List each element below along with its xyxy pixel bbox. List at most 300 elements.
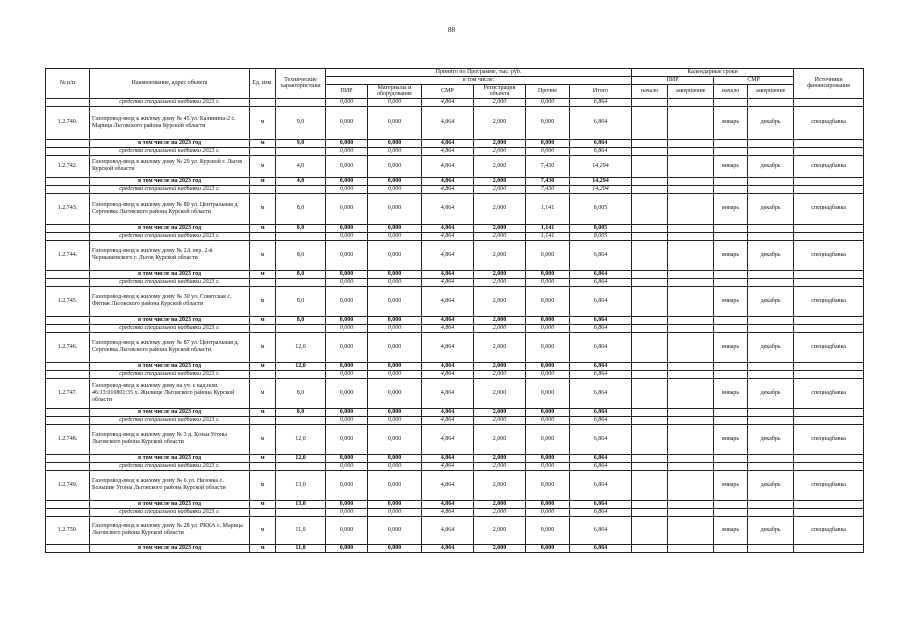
cal-pir-end (668, 240, 714, 270)
object-name: Газопровод-ввод к жилому дому № 45 ул. Калинина-2 с. Марица Льговского района Курской области (90, 106, 250, 139)
subtotal-empty (714, 185, 748, 193)
subtotal-empty (276, 324, 326, 332)
subtotal-empty (748, 278, 794, 286)
year-total-row (46, 270, 864, 278)
cal-pir-start (632, 378, 668, 408)
subtotal-empty (794, 147, 864, 155)
subtotal-empty (794, 185, 864, 193)
cal-smr-start: январь (714, 286, 748, 316)
year-total-label: в том числе на 2023 год (90, 177, 250, 185)
total-empty (794, 177, 864, 185)
object-unit: м (250, 378, 276, 408)
total-empty (748, 544, 794, 552)
cell-other: 0,000 (526, 424, 570, 454)
cell-total: 6,864 (570, 270, 632, 278)
cell-other: 0,000 (526, 500, 570, 508)
year-total-label: в том числе на 2023 год (90, 454, 250, 462)
cal-pir-end (668, 470, 714, 500)
object-source: спецнадбавка (794, 378, 864, 408)
cal-smr-start: январь (714, 155, 748, 177)
cell-smr: 4,864 (422, 470, 474, 500)
object-tech: 13,0 (276, 470, 326, 500)
subtotal-empty (748, 416, 794, 424)
total-empty (794, 362, 864, 370)
cal-smr-end: декабрь (748, 424, 794, 454)
cal-smr-end: декабрь (748, 286, 794, 316)
subtotal-label: средства специальной надбавки 2023 г. (90, 370, 250, 378)
object-tech: 12,0 (276, 332, 326, 362)
cell-materials: 0,000 (368, 193, 422, 224)
cell-registration: 2,000 (474, 416, 526, 424)
cal-pir-start (632, 516, 668, 544)
col-smr-end-header: завершение (748, 84, 794, 98)
subtotal-empty (46, 278, 90, 286)
cal-smr-end: декабрь (748, 378, 794, 408)
cal-pir-end (668, 424, 714, 454)
cal-pir-end (668, 286, 714, 316)
cell-unit: м (250, 177, 276, 185)
total-empty (632, 544, 668, 552)
calendar-header: Календарные сроки (632, 69, 794, 77)
cell-pir: 0,000 (326, 270, 368, 278)
col-pir-start-header: начало (632, 84, 668, 98)
cell-smr: 4,864 (422, 454, 474, 462)
cell-smr: 4,864 (422, 185, 474, 193)
total-empty (46, 139, 90, 147)
subtotal-empty (668, 416, 714, 424)
cell-tech: 12,0 (276, 362, 326, 370)
subtotal-empty (632, 462, 668, 470)
subtotal-empty (714, 508, 748, 516)
subtotal-empty (794, 508, 864, 516)
total-empty (668, 454, 714, 462)
cell-materials: 0,000 (368, 270, 422, 278)
col-num-header: № п/п (46, 69, 90, 99)
total-empty (748, 177, 794, 185)
object-source: спецнадбавка (794, 240, 864, 270)
object-name: Газопровод-ввод к жилому дому № 29 ул. Курской г. Льгов Курской области (90, 155, 250, 177)
cell-pir: 0,000 (326, 516, 368, 544)
cell-smr: 4,864 (422, 147, 474, 155)
cell-pir: 0,000 (326, 470, 368, 500)
cell-total: 8,005 (570, 232, 632, 240)
cell-smr: 4,864 (422, 286, 474, 316)
year-total-row (46, 362, 864, 370)
subtotal-empty (714, 462, 748, 470)
subtotal-empty (668, 232, 714, 240)
subtotal-empty (794, 324, 864, 332)
year-total-label: в том числе на 2023 год (90, 500, 250, 508)
cell-registration: 2,000 (474, 270, 526, 278)
cell-materials: 0,000 (368, 462, 422, 470)
cell-pir: 0,000 (326, 370, 368, 378)
subtotal-empty (748, 147, 794, 155)
cell-registration: 2,000 (474, 155, 526, 177)
total-empty (46, 224, 90, 232)
cell-total: 6,864 (570, 462, 632, 470)
subtotal-empty (46, 185, 90, 193)
total-empty (714, 544, 748, 552)
cell-total: 6,864 (570, 332, 632, 362)
total-empty (668, 408, 714, 416)
object-unit: м (250, 106, 276, 139)
cell-materials: 0,000 (368, 155, 422, 177)
object-name: Газопровод-ввод к жилому дому № 6 ул. Низовка с. Большие Угоны Льговского района Курской области (90, 470, 250, 500)
object-name: Газопровод-ввод к жилому дому на уч. с кад.ном. 46:13:010801:35 х. Жилище Льговского района Курской области (90, 378, 250, 408)
object-source: спецнадбавка (794, 106, 864, 139)
subtotal-empty (632, 185, 668, 193)
cell-unit: м (250, 224, 276, 232)
cell-materials: 0,000 (368, 232, 422, 240)
subtotal-label: средства специальной надбавки 2023 г. (90, 278, 250, 286)
cell-total: 6,864 (570, 544, 632, 552)
subtotal-empty (632, 508, 668, 516)
total-empty (714, 362, 748, 370)
total-empty (748, 500, 794, 508)
total-empty (632, 316, 668, 324)
object-tech: 12,0 (276, 424, 326, 454)
col-smr-header: СМР (422, 84, 474, 98)
col-total-header: Итого (570, 84, 632, 98)
cell-total: 8,005 (570, 193, 632, 224)
cell-pir: 0,000 (326, 408, 368, 416)
subtotal-label: средства специальной надбавки 2023 г. (90, 416, 250, 424)
object-number: 1.2.748. (46, 424, 90, 454)
subtotal-empty (668, 324, 714, 332)
object-tech: 8,0 (276, 240, 326, 270)
cell-other: 0,000 (526, 378, 570, 408)
total-empty (668, 270, 714, 278)
subtotal-empty (250, 185, 276, 193)
cell-unit: м (250, 316, 276, 324)
cal-smr-start: январь (714, 193, 748, 224)
subtotal-empty (632, 147, 668, 155)
cal-pir-start (632, 332, 668, 362)
total-empty (748, 316, 794, 324)
cell-materials: 0,000 (368, 544, 422, 552)
cell-materials: 0,000 (368, 370, 422, 378)
cell-total: 6,864 (570, 316, 632, 324)
total-empty (748, 270, 794, 278)
cell-materials: 0,000 (368, 286, 422, 316)
subtotal-empty (794, 416, 864, 424)
subtotal-label: средства специальной надбавки 2023 г. (90, 185, 250, 193)
cell-pir: 0,000 (326, 332, 368, 362)
cell-total: 6,864 (570, 416, 632, 424)
year-total-label: в том числе на 2023 год (90, 316, 250, 324)
cell-smr: 4,864 (422, 224, 474, 232)
cell-smr: 4,864 (422, 232, 474, 240)
total-empty (46, 177, 90, 185)
cell-unit: м (250, 139, 276, 147)
col-pir-header: ПИР (326, 84, 368, 98)
cal-smr-end: декабрь (748, 106, 794, 139)
object-tech: 8,0 (276, 193, 326, 224)
total-empty (46, 408, 90, 416)
total-empty (794, 544, 864, 552)
subtotal-row (46, 462, 864, 470)
object-number: 1.2.746. (46, 332, 90, 362)
cell-pir: 0,000 (326, 362, 368, 370)
cal-pir-end (668, 516, 714, 544)
cell-pir: 0,000 (326, 177, 368, 185)
total-empty (632, 454, 668, 462)
subtotal-empty (668, 278, 714, 286)
cell-smr: 4,864 (422, 278, 474, 286)
cell-pir: 0,000 (326, 286, 368, 316)
cell-pir: 0,000 (326, 416, 368, 424)
object-source: спецнадбавка (794, 193, 864, 224)
table-header (46, 69, 864, 99)
subtotal-empty (250, 278, 276, 286)
subtotal-empty (714, 147, 748, 155)
cell-smr: 4,864 (422, 516, 474, 544)
total-empty (714, 139, 748, 147)
cell-total: 6,864 (570, 470, 632, 500)
total-empty (714, 500, 748, 508)
object-row (46, 332, 864, 362)
cell-other: 0,000 (526, 362, 570, 370)
col-tech-header: Технические характеристики (276, 69, 326, 99)
total-empty (714, 316, 748, 324)
cell-total: 6,864 (570, 362, 632, 370)
cell-smr: 4,864 (422, 98, 474, 106)
cell-total: 6,864 (570, 139, 632, 147)
subtotal-empty (250, 232, 276, 240)
object-unit: м (250, 193, 276, 224)
cal-smr-end: декабрь (748, 332, 794, 362)
total-empty (748, 454, 794, 462)
object-number: 1.2.744. (46, 240, 90, 270)
cell-registration: 2,000 (474, 139, 526, 147)
cell-registration: 2,000 (474, 508, 526, 516)
cell-smr: 4,864 (422, 332, 474, 362)
object-unit: м (250, 424, 276, 454)
subtotal-empty (794, 370, 864, 378)
object-unit: м (250, 516, 276, 544)
col-pir-end-header: завершение (668, 84, 714, 98)
cal-smr-start: январь (714, 106, 748, 139)
object-tech: 4,0 (276, 155, 326, 177)
cell-pir: 0,000 (326, 500, 368, 508)
year-total-label: в том числе на 2023 год (90, 408, 250, 416)
cell-other: 1,141 (526, 193, 570, 224)
cell-materials: 0,000 (368, 278, 422, 286)
cell-pir: 0,000 (326, 155, 368, 177)
subtotal-empty (668, 462, 714, 470)
subtotal-empty (46, 416, 90, 424)
cell-registration: 2,000 (474, 408, 526, 416)
cell-total: 6,864 (570, 508, 632, 516)
cell-smr: 4,864 (422, 177, 474, 185)
cal-smr-end: декабрь (748, 240, 794, 270)
cell-materials: 0,000 (368, 185, 422, 193)
cell-smr: 4,864 (422, 270, 474, 278)
object-name: Газопровод-ввод к жилому дому № 3 д. Козьи Угоны Льговского района Курской области (90, 424, 250, 454)
cell-other: 0,000 (526, 332, 570, 362)
cell-total: 6,864 (570, 240, 632, 270)
cell-smr: 4,864 (422, 139, 474, 147)
year-total-row (46, 139, 864, 147)
object-tech: 8,0 (276, 286, 326, 316)
cell-registration: 2,000 (474, 98, 526, 106)
subtotal-row (46, 416, 864, 424)
total-empty (794, 316, 864, 324)
cell-total: 6,864 (570, 500, 632, 508)
cell-smr: 4,864 (422, 193, 474, 224)
cell-registration: 2,000 (474, 185, 526, 193)
total-empty (668, 544, 714, 552)
cell-pir: 0,000 (326, 316, 368, 324)
cell-materials: 0,000 (368, 508, 422, 516)
subtotal-empty (276, 147, 326, 155)
total-empty (632, 500, 668, 508)
year-total-label: в том числе на 2023 год (90, 270, 250, 278)
year-total-label: в том числе на 2023 год (90, 224, 250, 232)
cell-registration: 2,000 (474, 454, 526, 462)
cell-tech: 8,0 (276, 408, 326, 416)
cell-other: 0,000 (526, 240, 570, 270)
subtotal-empty (46, 462, 90, 470)
total-empty (668, 177, 714, 185)
year-total-label: в том числе на 2023 год (90, 139, 250, 147)
total-empty (668, 362, 714, 370)
total-empty (714, 454, 748, 462)
subtotal-empty (632, 416, 668, 424)
subtotal-label: средства специальной надбавки 2023 г. (90, 232, 250, 240)
subtotal-row (46, 147, 864, 155)
cell-tech: 11,0 (276, 544, 326, 552)
cell-other: 0,000 (526, 286, 570, 316)
subtotal-empty (276, 370, 326, 378)
cell-materials: 0,000 (368, 240, 422, 270)
subtotal-label: средства специальной надбавки 2023 г. (90, 462, 250, 470)
cell-other: 0,000 (526, 370, 570, 378)
cell-materials: 0,000 (368, 106, 422, 139)
subtotal-empty (748, 324, 794, 332)
year-total-row (46, 224, 864, 232)
object-unit: м (250, 470, 276, 500)
subtotal-empty (794, 278, 864, 286)
cal-pir-start (632, 155, 668, 177)
total-empty (632, 270, 668, 278)
object-name: Газопровод-ввод к жилому дому № 80 ул. Центральная д. Сергеевка Льговского района Курской области (90, 193, 250, 224)
col-name-header: Наименование, адрес объекта (90, 69, 250, 99)
cell-tech: 9,0 (276, 139, 326, 147)
in-that-header: в том числе: (326, 77, 632, 85)
cell-total: 14,294 (570, 185, 632, 193)
cell-pir: 0,000 (326, 193, 368, 224)
cell-pir: 0,000 (326, 240, 368, 270)
cell-pir: 0,000 (326, 224, 368, 232)
cell-pir: 0,000 (326, 462, 368, 470)
cell-registration: 2,000 (474, 424, 526, 454)
col-source-header: Источники финансирования (794, 69, 864, 99)
col-registration-header: Регистрация объекта (474, 84, 526, 98)
total-empty (46, 544, 90, 552)
object-source: спецнадбавка (794, 155, 864, 177)
year-total-label: в том числе на 2023 год (90, 362, 250, 370)
object-tech: 8,0 (276, 378, 326, 408)
subtotal-empty (276, 232, 326, 240)
cell-smr: 4,864 (422, 500, 474, 508)
total-empty (794, 408, 864, 416)
object-name: Газопровод-ввод к жилому дому № 28 ул. РККА с. Марица Льговского района Курской области (90, 516, 250, 544)
subtotal-empty (250, 147, 276, 155)
cell-pir: 0,000 (326, 147, 368, 155)
year-total-row (46, 316, 864, 324)
cal-pir-start (632, 286, 668, 316)
cell-smr: 4,864 (422, 324, 474, 332)
object-source: спецнадбавка (794, 424, 864, 454)
total-empty (668, 224, 714, 232)
cell-pir: 0,000 (326, 508, 368, 516)
subtotal-empty (250, 462, 276, 470)
cell-other: 0,000 (526, 544, 570, 552)
subtotal-empty (794, 232, 864, 240)
subtotal-label: средства специальной надбавки 2023 г. (90, 147, 250, 155)
subtotal-empty (46, 147, 90, 155)
subtotal-empty (668, 147, 714, 155)
subtotal-empty (668, 508, 714, 516)
cell-smr: 4,864 (422, 424, 474, 454)
cell-registration: 2,000 (474, 500, 526, 508)
cell-unit: м (250, 500, 276, 508)
subtotal-row (46, 232, 864, 240)
cell-materials: 0,000 (368, 147, 422, 155)
cell-other: 7,430 (526, 185, 570, 193)
object-row (46, 193, 864, 224)
cell-other: 0,000 (526, 416, 570, 424)
cal-smr-start: январь (714, 332, 748, 362)
cell-registration: 2,000 (474, 232, 526, 240)
cell-other: 7,430 (526, 177, 570, 185)
subtotal-empty (276, 416, 326, 424)
cell-materials: 0,000 (368, 224, 422, 232)
object-number: 1.2.749. (46, 470, 90, 500)
subtotal-empty (250, 416, 276, 424)
object-number: 1.2.740. (46, 106, 90, 139)
cal-pir-start (632, 470, 668, 500)
cell-pir: 0,000 (326, 232, 368, 240)
object-row (46, 424, 864, 454)
cell-pir: 0,000 (326, 378, 368, 408)
cell-total: 6,864 (570, 147, 632, 155)
cell-smr: 4,864 (422, 316, 474, 324)
cell-total: 8,005 (570, 224, 632, 232)
cell-other: 0,000 (526, 508, 570, 516)
total-empty (668, 316, 714, 324)
cell-registration: 2,000 (474, 362, 526, 370)
cell-materials: 0,000 (368, 416, 422, 424)
cell-other: 0,000 (526, 408, 570, 416)
total-empty (794, 454, 864, 462)
accepted-header: Принято по Программе, тыс. руб. (326, 69, 632, 77)
col-unit-header: Ед. изм. (250, 69, 276, 99)
year-total-row (46, 408, 864, 416)
cell-pir: 0,000 (326, 106, 368, 139)
cell-tech: 8,0 (276, 316, 326, 324)
cal-pir-end (668, 193, 714, 224)
object-number: 1.2.743. (46, 193, 90, 224)
subtotal-empty (276, 185, 326, 193)
cell-tech: 8,0 (276, 270, 326, 278)
object-row (46, 106, 864, 139)
cal-smr-end: декабрь (748, 516, 794, 544)
cal-pir-end (668, 332, 714, 362)
cell-total: 6,864 (570, 454, 632, 462)
object-row (46, 286, 864, 316)
